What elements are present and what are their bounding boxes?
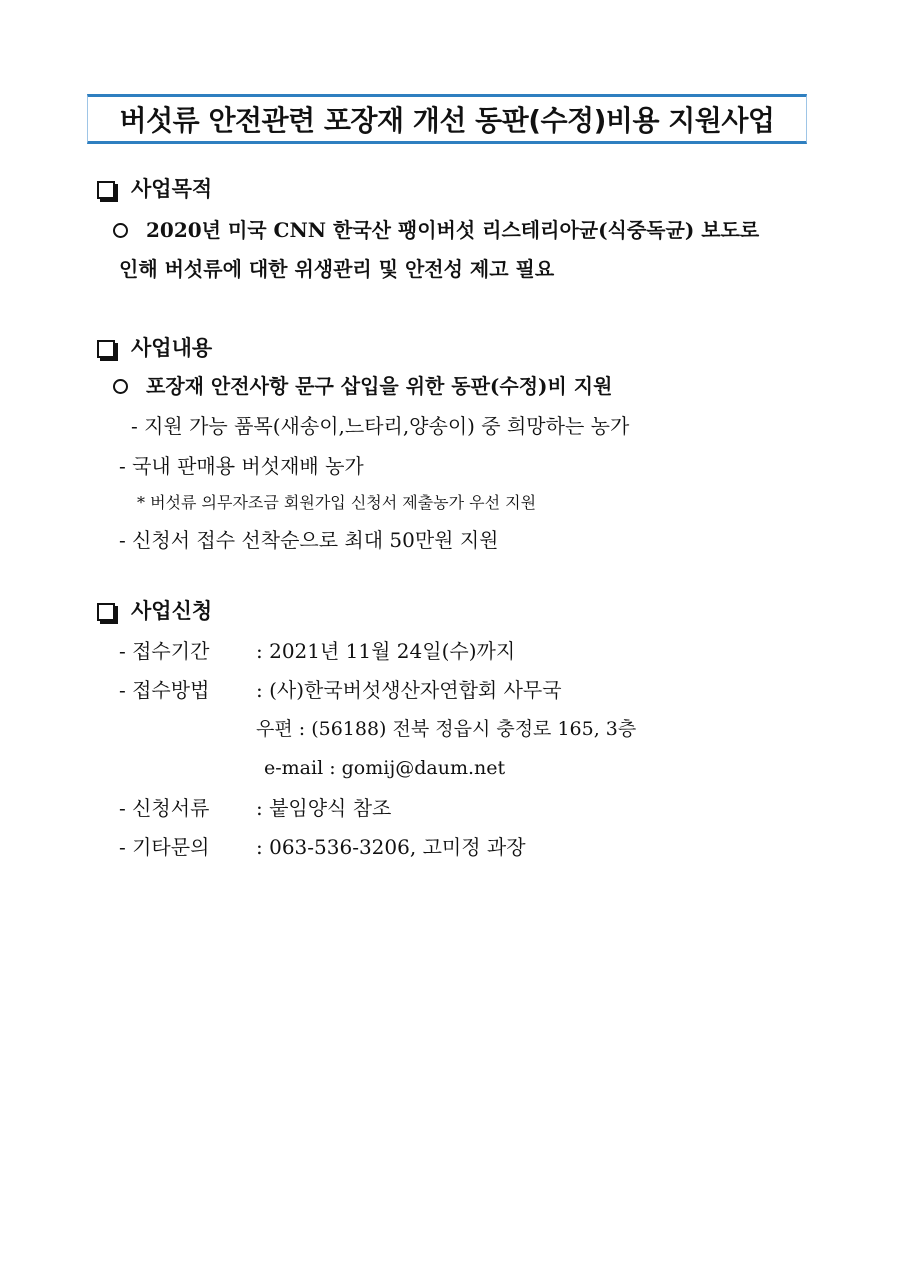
- content-item-eligible-crops: - 지원 가능 품목(새송이,느타리,양송이) 중 희망하는 농가: [131, 414, 630, 438]
- purpose-bullet-line2: 인해 버섯류에 대한 위생관리 및 안전성 제고 필요: [119, 257, 555, 281]
- title-box: [87, 94, 807, 144]
- application-method-label: - 접수방법: [119, 678, 210, 702]
- checkbox-icon: [97, 603, 115, 621]
- content-note: * 버섯류 의무자조금 회원가입 신청서 제출농가 우선 지원: [137, 493, 537, 512]
- application-period-row: [119, 641, 515, 661]
- application-inquiry-value: : 063-536-3206, 고미정 과장: [256, 835, 526, 859]
- content-bullet-text: 포장재 안전사항 문구 삽입을 위한 동판(수정)비 지원: [146, 374, 613, 398]
- section-heading-purpose: [97, 179, 212, 200]
- application-address: 우편 : (56188) 전북 정읍시 충정로 165, 3층: [256, 718, 637, 740]
- purpose-bullet-line1: 2020년 미국 CNN 한국산 팽이버섯 리스테리아균(식중독균) 보도로: [146, 218, 760, 242]
- circle-bullet-icon: [113, 223, 128, 238]
- application-email: e-mail : gomij@daum.net: [264, 757, 506, 779]
- section-heading-text: 사업내용: [131, 336, 213, 360]
- content-bullet: [113, 376, 612, 396]
- application-inquiry-row: [119, 837, 526, 857]
- checkbox-icon: [97, 340, 115, 358]
- application-method-row: [119, 680, 562, 700]
- application-method-value: : (사)한국버섯생산자연합회 사무국: [256, 678, 562, 702]
- page-title: 버섯류 안전관련 포장재 개선 동판(수정)비용 지원사업: [119, 104, 775, 137]
- application-documents-label: - 신청서류: [119, 796, 210, 820]
- section-heading-text: 사업신청: [131, 599, 213, 623]
- purpose-bullet: [113, 220, 759, 240]
- application-inquiry-label: - 기타문의: [119, 835, 210, 859]
- application-period-value: : 2021년 11월 24일(수)까지: [256, 639, 516, 663]
- application-documents-value: : 붙임양식 참조: [256, 796, 392, 820]
- circle-bullet-icon: [113, 379, 128, 394]
- checkbox-icon: [97, 181, 115, 199]
- section-heading-content: [97, 338, 212, 359]
- application-documents-row: [119, 798, 391, 818]
- content-item-domestic-farms: - 국내 판매용 버섯재배 농가: [119, 454, 364, 478]
- section-heading-application: [97, 601, 212, 622]
- application-period-label: - 접수기간: [119, 639, 210, 663]
- content-item-max-support: - 신청서 접수 선착순으로 최대 50만원 지원: [119, 528, 499, 552]
- section-heading-text: 사업목적: [131, 177, 213, 201]
